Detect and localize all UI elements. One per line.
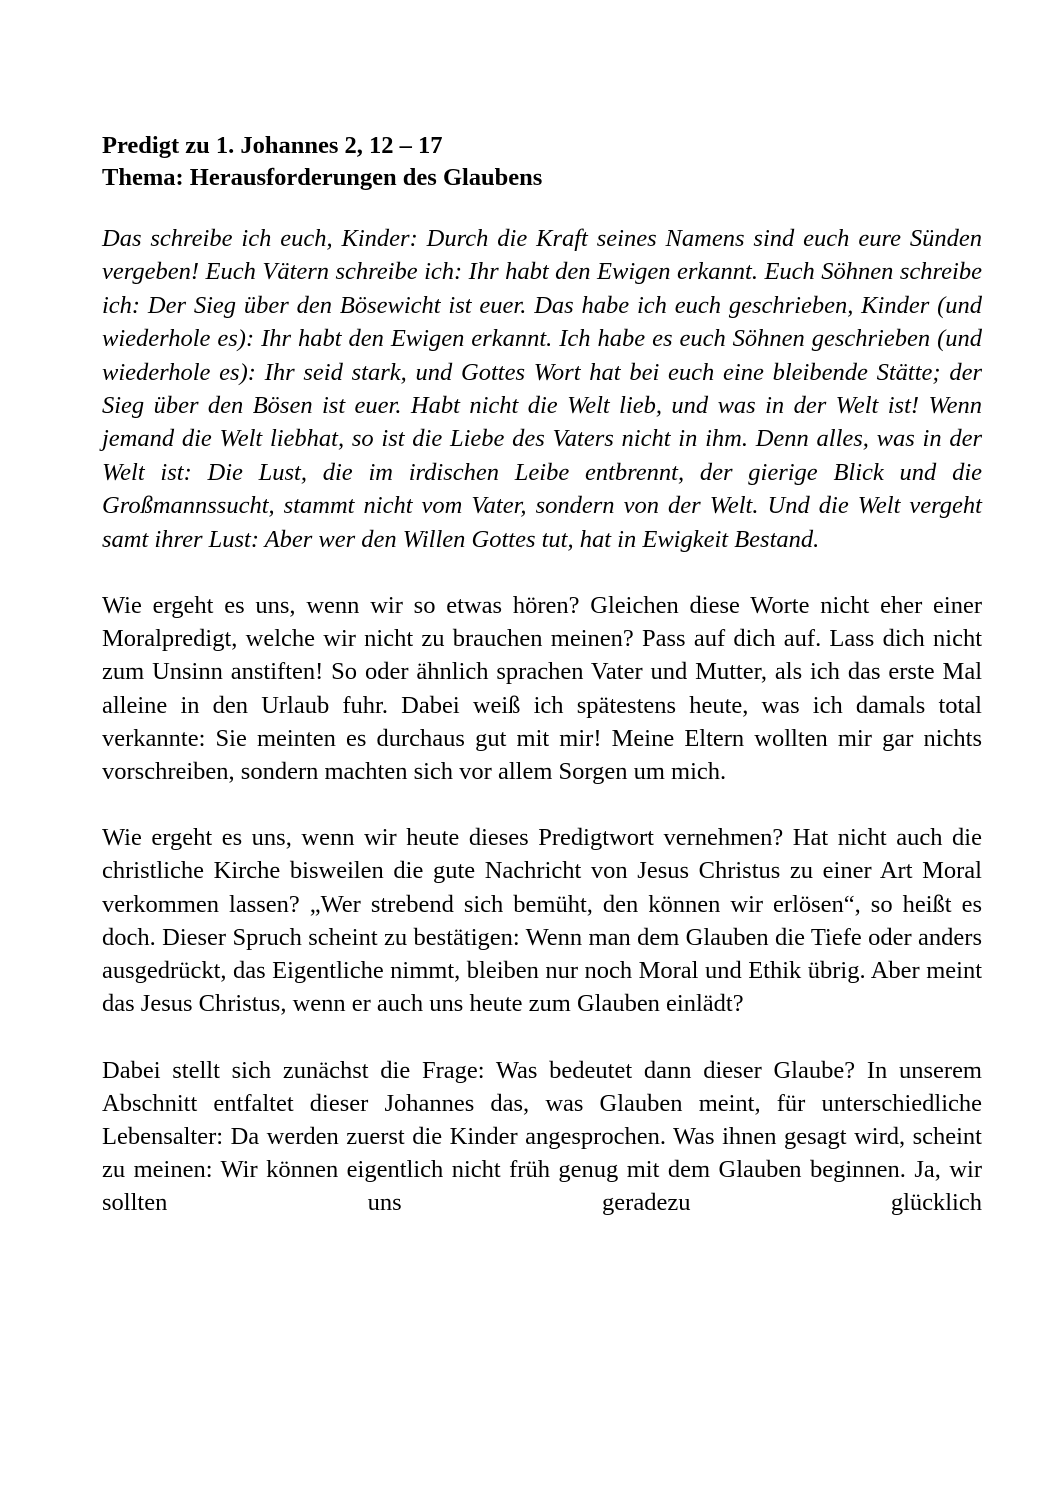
paragraph: Wie ergeht es uns, wenn wir heute dieses Predigtwort vernehmen? Hat nicht auch die christliche Kirche bisweilen die gute Nachricht von Jesus Christus zu einer Art Moral verkommen lassen? „Wer strebend sich bemüht, den können wir erlösen“, so heißt es doch. Dieser Spruch scheint zu bestätigen: Wenn man dem Glauben die Tiefe oder anders ausgedrückt, das Eigentliche nimmt, bleiben nur noch Moral und Ethik übrig. Aber meint das Jesus Christus, wenn er auch uns heute zum Glauben einlädt? xyxy=(102,824,982,1018)
document-page xyxy=(102,130,982,1220)
paragraph: Dabei stellt sich zunächst die Frage: Was bedeutet dann dieser Glaube? In unserem Abschnitt entfaltet dieser Johannes das, was Glauben meint, für unterschiedliche Lebensalter: Da werden zuerst die Kinder angesprochen. Was ihnen gesagt wird, scheint zu meinen: Wir können eigentlich nicht früh genug mit dem Glauben beginnen. Ja, wir sollten uns geradezu glücklich xyxy=(102,1056,982,1217)
title-line-scripture-reference: Predigt zu 1. Johannes 2, 12 – 17 xyxy=(102,132,443,159)
paragraph: Wie ergeht es uns, wenn wir so etwas hören? Gleichen diese Worte nicht eher einer Moralpredigt, welche wir nicht zu brauchen meinen? Pass auf dich auf. Lass dich nicht zum Unsinn anstiften! So oder ähnlich sprachen Vater und Mutter, als ich das erste Mal alleine in den Urlaub fuhr. Dabei weiß ich spätestens heute, was ich damals total verkannte: Sie meinten es durchaus gut mit mir! Meine Eltern wollten mir gar nichts vorschreiben, sondern machten sich vor allem Sorgen um mich. xyxy=(102,592,982,786)
sermon-title xyxy=(102,130,982,194)
scripture-quote: Das schreibe ich euch, Kinder: Durch die Kraft seines Namens sind euch eure Sünden vergeben! Euch Vätern schreibe ich: Ihr habt den Ewigen erkannt. Euch Söhnen schreibe ich: Der Sieg über den Bösewicht ist euer. Das habe ich euch geschrieben, Kinder (und wiederhole es): Ihr habt den Ewigen erkannt. Ich habe es euch Söhnen geschrieben (und wiederhole es): Ihr seid stark, und Gottes Wort hat bei euch eine bleibende Stätte; der Sieg über den Bösen ist euer. Habt nicht die Welt lieb, und was in der Welt ist! Wenn jemand die Welt liebhat, so ist die Liebe des Vaters nicht in ihm. Denn alles, was in der Welt ist: Die Lust, die im irdischen Leibe entbrennt, der gierige Blick und die Großmannssucht, stammt nicht vom Vater, sondern von der Welt. Und die Welt vergeht samt ihrer Lust: Aber wer den Willen Gottes tut, hat in Ewigkeit Bestand. xyxy=(102,225,982,553)
title-line-theme: Thema: Herausforderungen des Glaubens xyxy=(102,164,543,191)
